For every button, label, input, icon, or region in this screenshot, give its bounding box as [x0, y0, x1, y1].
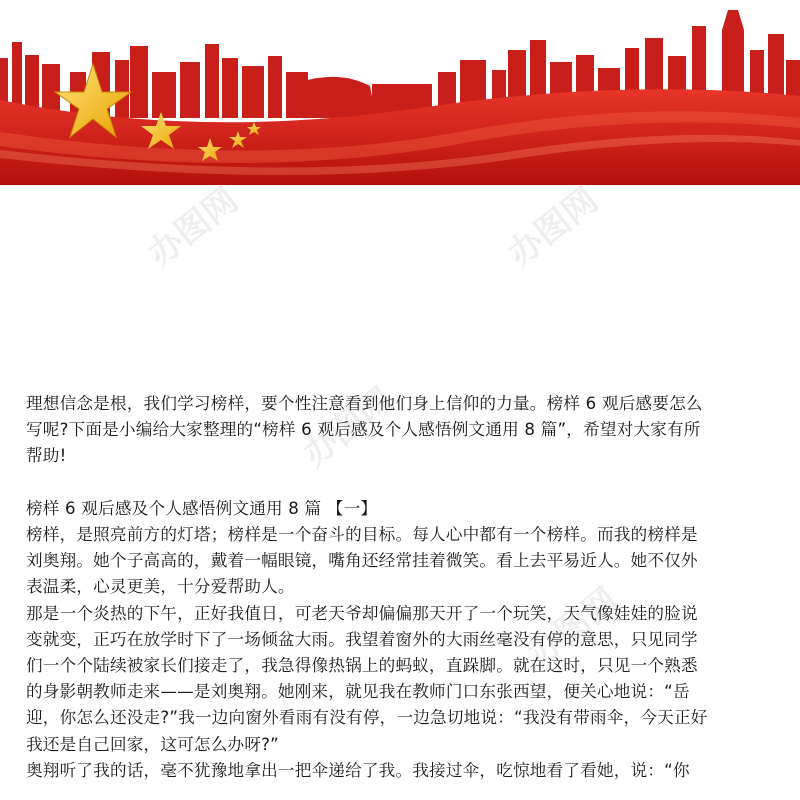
text-line: 表温柔，心灵更美，十分爱帮助人。	[26, 577, 295, 597]
watermark-text: 办图网	[140, 180, 246, 275]
text-line: 那是一个炎热的下午，正好我值日，可老天爷却偏偏那天开了一个玩笑，天气像娃娃的脸说	[26, 603, 698, 623]
intro-paragraph	[26, 391, 778, 470]
text-line: 理想信念是根，我们学习榜样，要个性注意看到他们身上信仰的力量。榜样 6 观后感要怎么	[26, 394, 703, 413]
watermark-text: 办图网	[520, 580, 626, 675]
text-line: 榜样，是照亮前方的灯塔；榜样是一个奋斗的目标。每人心中都有一个榜样。而我的榜样是	[26, 525, 698, 544]
body-paragraph-1	[26, 522, 778, 601]
watermark-text: 办图网	[295, 380, 401, 475]
text-line: 刘奥翔。她个子高高的，戴着一幅眼镜，嘴角还经常挂着微笑。看上去平易近人。她不仅外	[26, 551, 698, 571]
article-body	[26, 391, 778, 784]
text-line: 变就变，正巧在放学时下了一场倾盆大雨。我望着窗外的大雨丝毫没有停的意思，只见同学	[26, 629, 698, 649]
watermark-text: 办图网	[500, 180, 606, 275]
text-line: 奥翔听了我的话，毫不犹豫地拿出一把伞递给了我。我接过伞，吃惊地看了看她，说：“你	[26, 760, 690, 780]
text-line: 们一个个陆续被家长们接走了，我急得像热锅上的蚂蚁，直跺脚。就在这时，只见一个熟悉	[26, 656, 698, 676]
text-line: 写呢?下面是小编给大家整理的“榜样 6 观后感及个人感悟例文通用 8 篇”，希望对大家有所	[26, 420, 701, 440]
text-line: 帮助!	[26, 446, 67, 466]
header-banner	[0, 0, 800, 185]
section-title: 榜样 6 观后感及个人感悟例文通用 8 篇 【一】	[26, 498, 378, 518]
text-line: 我还是自己回家，这可怎么办呀?”	[26, 734, 279, 754]
text-line: 迎，你怎么还没走?”我一边向窗外看雨有没有停，一边急切地说：“我没有带雨伞，今天正好	[26, 708, 708, 728]
text-line: 的身影朝教师走来——是刘奥翔。她刚来，就见我在教师门口东张西望，便关心地说：“岳	[26, 682, 690, 702]
body-paragraph-2	[26, 601, 778, 784]
